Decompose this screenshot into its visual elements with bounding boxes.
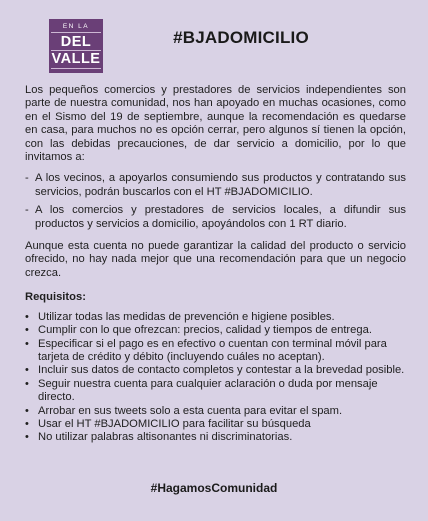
intro-paragraph: Los pequeños comercios y prestadores de servicios independientes son parte de nuestra comunidad, nos han apoyado en muchas ocasiones, como en el Sismo del 19 de septiembre, aunque la recomendación es quedarse en casa, para muchos no es opción cerrar, pero algunos sí tienen la opción, con las debidas precauciones, de dar servicio a domicilio, por lo que invitamos a: bbox=[25, 84, 406, 164]
requirement-item bbox=[25, 431, 406, 444]
dash-marker: - bbox=[25, 204, 29, 217]
bullet-icon: • bbox=[25, 404, 29, 417]
logo-top-text: EN LA bbox=[62, 23, 90, 30]
header bbox=[25, 0, 406, 80]
invitation-list bbox=[25, 172, 406, 231]
bullet-icon: • bbox=[25, 417, 29, 430]
requirement-item bbox=[25, 364, 406, 377]
del-valle-logo bbox=[49, 19, 103, 73]
requirement-text: No utilizar palabras altisonantes ni discriminatorias. bbox=[38, 431, 293, 444]
requirement-item bbox=[25, 378, 406, 405]
requirement-text: Arrobar en sus tweets solo a esta cuenta para evitar el spam. bbox=[38, 404, 343, 417]
invitation-item bbox=[25, 172, 406, 199]
requirements-list bbox=[25, 311, 406, 445]
invitation-text: A los comercios y prestadores de servicios locales, a difundir sus productos y servicios a domicilio, apoyándolos con 1 RT diario. bbox=[35, 204, 406, 230]
closing-paragraph: Aunque esta cuenta no puede garantizar la calidad del producto o servicio ofrecido, no hay nada mejor que una recomendación para que un negocio crezca. bbox=[25, 240, 406, 279]
requirement-text: Utilizar todas las medidas de prevención e higiene posibles. bbox=[38, 310, 335, 323]
requirement-item bbox=[25, 418, 406, 431]
logo-divider bbox=[51, 32, 101, 33]
requirement-text: Usar el HT #BJADOMICILIO para facilitar su búsqueda bbox=[38, 417, 311, 430]
page-title: #BJADOMICILIO bbox=[173, 28, 309, 47]
logo-line-1: DEL bbox=[60, 34, 92, 50]
requirement-text: Incluir sus datos de contacto completos y contestar a la brevedad posible. bbox=[38, 364, 405, 377]
invitation-item bbox=[25, 204, 406, 231]
dash-marker: - bbox=[25, 172, 29, 185]
requirement-item bbox=[25, 324, 406, 337]
requirement-item bbox=[25, 338, 406, 365]
logo-divider bbox=[51, 68, 101, 69]
bullet-icon: • bbox=[25, 431, 29, 444]
bullet-icon: • bbox=[25, 337, 29, 350]
requirement-text: Especificar si el pago es en efectivo o cuentan con terminal móvil para tarjeta de crédito y débito (incluyendo cuáles no aceptan). bbox=[38, 337, 387, 363]
invitation-text: A los vecinos, a apoyarlos consumiendo sus productos y contratando sus servicios, podrán buscarlos con el HT #BJADOMICILIO. bbox=[35, 172, 406, 198]
bullet-icon: • bbox=[25, 364, 29, 377]
requirements-heading: Requisitos: bbox=[25, 291, 86, 304]
logo-line-2: VALLE bbox=[51, 51, 101, 67]
requirement-item bbox=[25, 405, 406, 418]
requirement-text: Seguir nuestra cuenta para cualquier aclaración o duda por mensaje directo. bbox=[38, 377, 378, 404]
bullet-icon: • bbox=[25, 377, 29, 390]
requirement-item bbox=[25, 311, 406, 324]
bullet-icon: • bbox=[25, 310, 29, 323]
footer-hashtag: #HagamosComunidad bbox=[150, 481, 278, 495]
bullet-icon: • bbox=[25, 324, 29, 337]
requirement-text: Cumplir con lo que ofrezcan: precios, calidad y tiempos de entrega. bbox=[38, 324, 372, 337]
